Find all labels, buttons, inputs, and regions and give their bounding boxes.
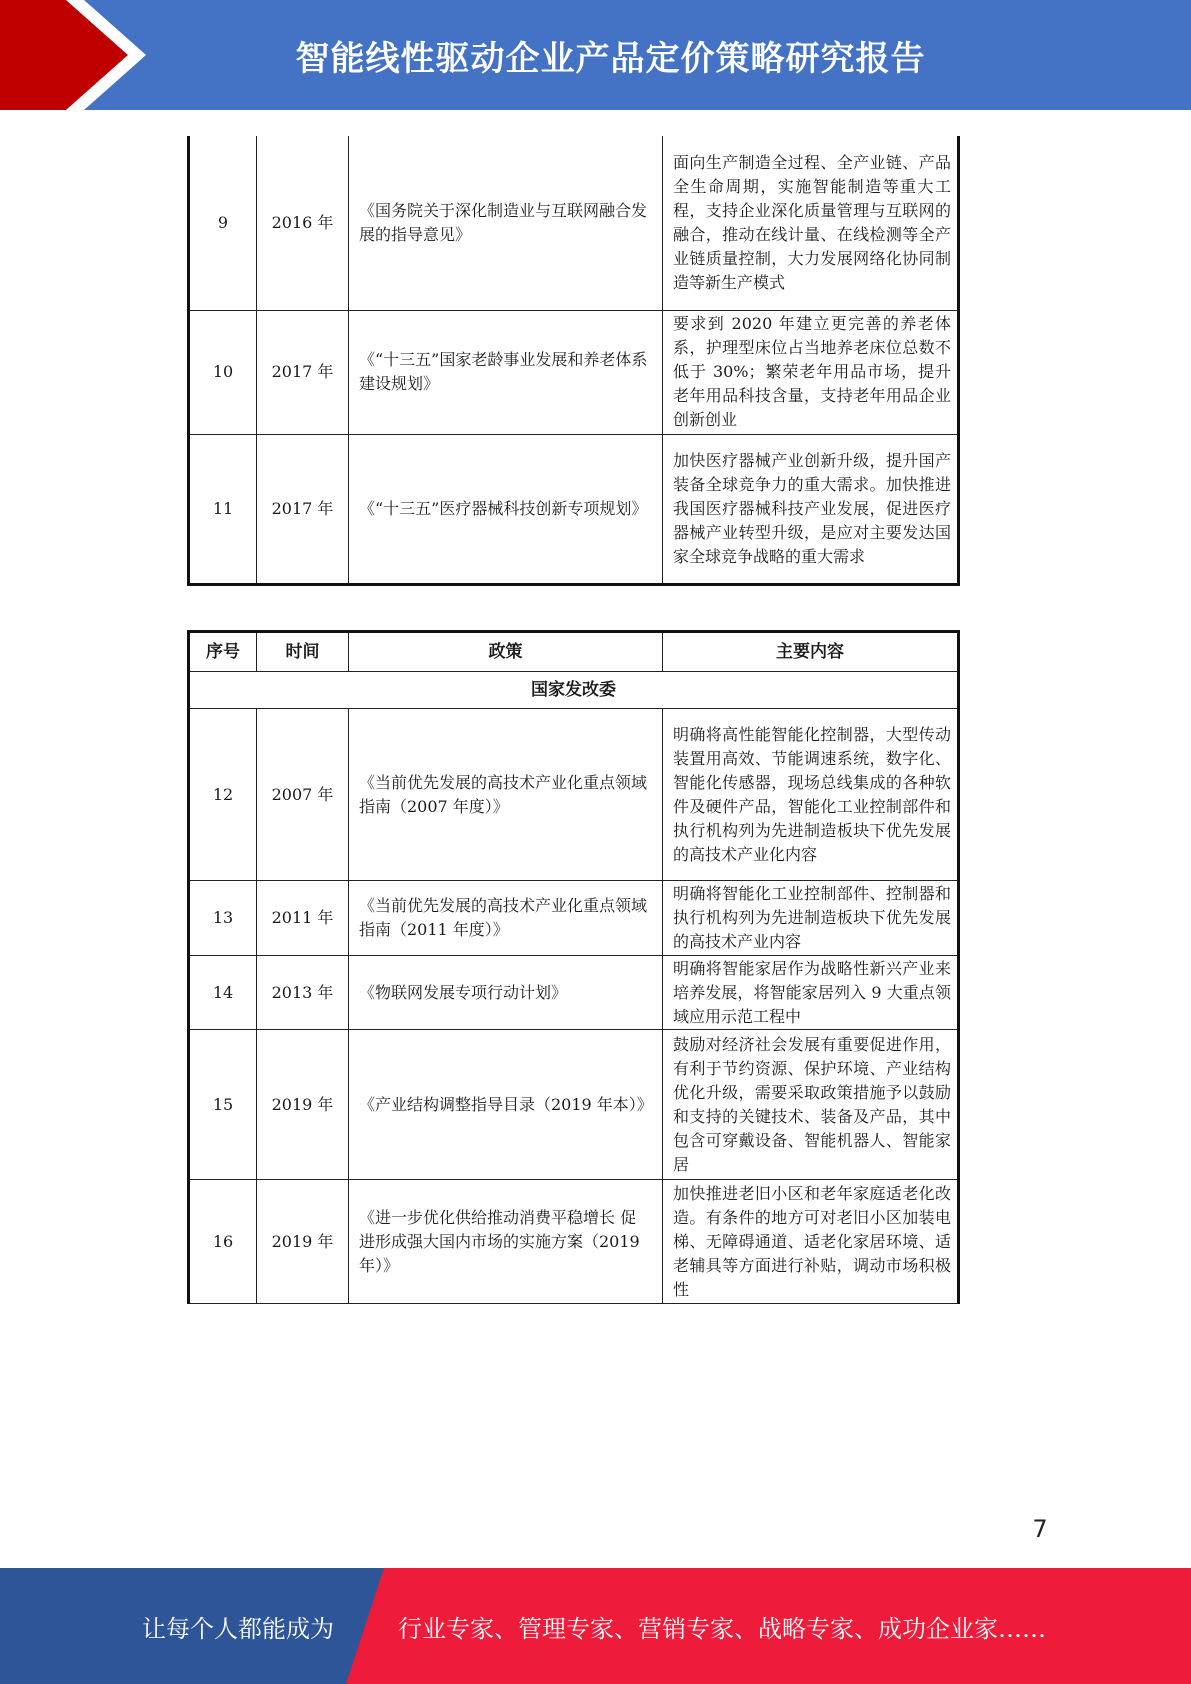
row-number: 10 xyxy=(189,310,257,434)
row-number: 16 xyxy=(189,1180,257,1304)
row-policy: 《进一步优化供给推动消费平稳增长 促进形成强大国内市场的实施方案（2019 年）》 xyxy=(349,1180,663,1304)
row-content: 加快医疗器械产业创新升级，提升国产装备全球竞争力的重大需求。加快推进我国医疗器械科技产业发展，促进医疗器械产业转型升级，是应对主要发达国家全球竞争战略的重大需求 xyxy=(663,434,959,584)
row-year: 2019 年 xyxy=(257,1030,349,1180)
table-row xyxy=(189,310,959,434)
row-number: 12 xyxy=(189,709,257,881)
row-number: 14 xyxy=(189,956,257,1030)
page-header xyxy=(0,0,1191,110)
row-year: 2007 年 xyxy=(257,709,349,881)
row-policy: 《“十三五”国家老龄事业发展和养老体系建设规划》 xyxy=(349,310,663,434)
policy-table-continued xyxy=(187,136,960,586)
row-content: 加快推进老旧小区和老年家庭适老化改造。有条件的地方可对老旧小区加装电梯、无障碍通道、适老化家居环境、适老辅具等方面进行补贴，调动市场积极性 xyxy=(663,1180,959,1304)
row-year: 2017 年 xyxy=(257,310,349,434)
column-header-content: 主要内容 xyxy=(663,632,959,672)
row-year: 2011 年 xyxy=(257,881,349,956)
row-content: 明确将智能家居作为战略性新兴产业来培养发展，将智能家居列入 9 大重点领域应用示范工程中 xyxy=(663,956,959,1030)
table-row xyxy=(189,1030,959,1180)
row-year: 2017 年 xyxy=(257,434,349,584)
row-content: 明确将高性能智能化控制器，大型传动装置用高效、节能调速系统，数字化、智能化传感器，现场总线集成的各种软件及硬件产品，智能化工业控制部件和执行机构列为先进制造板块下优先发展的高技术产业化内容 xyxy=(663,709,959,881)
row-content: 鼓励对经济社会发展有重要促进作用，有利于节约资源、保护环境、产业结构优化升级，需要采取政策措施予以鼓励和支持的关键技术、装备及产品，其中包含可穿戴设备、智能机器人、智能家居 xyxy=(663,1030,959,1180)
row-year: 2016 年 xyxy=(257,136,349,310)
row-policy: 《当前优先发展的高技术产业化重点领域指南（2007 年度）》 xyxy=(349,709,663,881)
header-chevron-icon xyxy=(0,0,160,110)
row-year: 2019 年 xyxy=(257,1180,349,1304)
group-label: 国家发改委 xyxy=(189,672,959,709)
table-header-row xyxy=(189,632,959,672)
row-policy: 《“十三五”医疗器械科技创新专项规划》 xyxy=(349,434,663,584)
table-row xyxy=(189,136,959,310)
table-row xyxy=(189,709,959,881)
row-content: 要求到 2020 年建立更完善的养老体系，护理型床位占当地养老床位总数不低于 30%；繁荣老年用品市场，提升老年用品科技含量，支持老年用品企业创新创业 xyxy=(663,310,959,434)
row-policy: 《产业结构调整指导目录（2019 年本）》 xyxy=(349,1030,663,1180)
page-number: 7 xyxy=(1032,1515,1048,1543)
row-number: 15 xyxy=(189,1030,257,1180)
table-group-row xyxy=(189,672,959,709)
page-footer xyxy=(0,1568,1191,1684)
footer-slogan-right: 行业专家、管理专家、营销专家、战略专家、成功企业家…… xyxy=(398,1614,1046,1643)
table-row xyxy=(189,956,959,1030)
row-number: 13 xyxy=(189,881,257,956)
footer-slogan-left: 让每个人都能成为 xyxy=(142,1614,334,1643)
row-content: 明确将智能化工业控制部件、控制器和执行机构列为先进制造板块下优先发展的高技术产业内容 xyxy=(663,881,959,956)
policy-table xyxy=(187,630,960,1304)
row-year: 2013 年 xyxy=(257,956,349,1030)
row-policy: 《当前优先发展的高技术产业化重点领域指南（2011 年度）》 xyxy=(349,881,663,956)
table-row xyxy=(189,434,959,584)
column-header-policy: 政策 xyxy=(349,632,663,672)
report-title: 智能线性驱动企业产品定价策略研究报告 xyxy=(295,38,926,79)
table-row xyxy=(189,1180,959,1304)
row-number: 9 xyxy=(189,136,257,310)
row-number: 11 xyxy=(189,434,257,584)
row-content: 面向生产制造全过程、全产业链、产品全生命周期，实施智能制造等重大工程，支持企业深化质量管理与互联网的融合，推动在线计量、在线检测等全产业链质量控制，大力发展网络化协同制造等新生产模式 xyxy=(663,136,959,310)
column-header-number: 序号 xyxy=(189,632,257,672)
column-header-time: 时间 xyxy=(257,632,349,672)
table-row xyxy=(189,881,959,956)
row-policy: 《物联网发展专项行动计划》 xyxy=(349,956,663,1030)
row-policy: 《国务院关于深化制造业与互联网融合发展的指导意见》 xyxy=(349,136,663,310)
